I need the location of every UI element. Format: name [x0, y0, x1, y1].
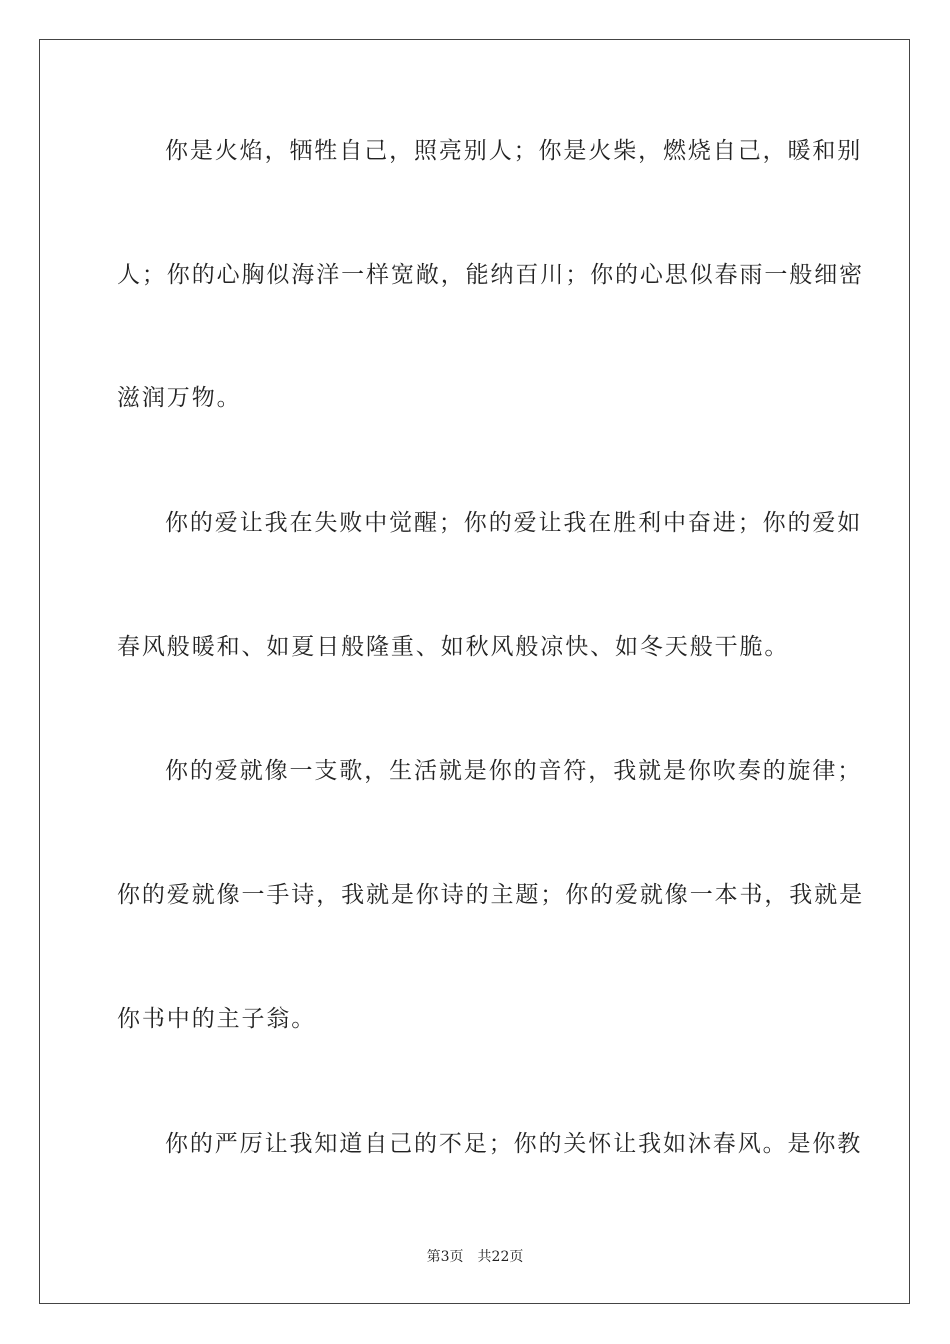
text-line: 你的严厉让我知道自己的不足；你的关怀让我如沐春风。是你教 [165, 1131, 863, 1157]
text-line: 你的爱就像一支歌，生活就是你的音符，我就是你吹奏的旋律； [165, 758, 863, 784]
text-line: 春风般暖和、如夏日般隆重、如秋风般凉快、如冬天般干脆。 [117, 634, 790, 660]
text-line: 你书中的主子翁。 [117, 1006, 317, 1032]
total-pages: 共22页 [477, 1249, 524, 1265]
current-page-number: 第3页 [426, 1249, 464, 1265]
page-footer [0, 1248, 950, 1266]
text-line: 你的爱让我在失败中觉醒；你的爱让我在胜利中奋进；你的爱如 [165, 510, 863, 536]
text-line: 人；你的心胸似海洋一样宽敞，能纳百川；你的心思似春雨一般细密 [117, 262, 864, 288]
text-line: 你的爱就像一手诗，我就是你诗的主题；你的爱就像一本书，我就是 [117, 882, 864, 908]
text-line: 你是火焰，牺牲自己，照亮别人；你是火柴，燃烧自己，暖和别 [165, 138, 863, 164]
page-border [39, 39, 910, 1304]
text-line: 滋润万物。 [117, 385, 242, 411]
